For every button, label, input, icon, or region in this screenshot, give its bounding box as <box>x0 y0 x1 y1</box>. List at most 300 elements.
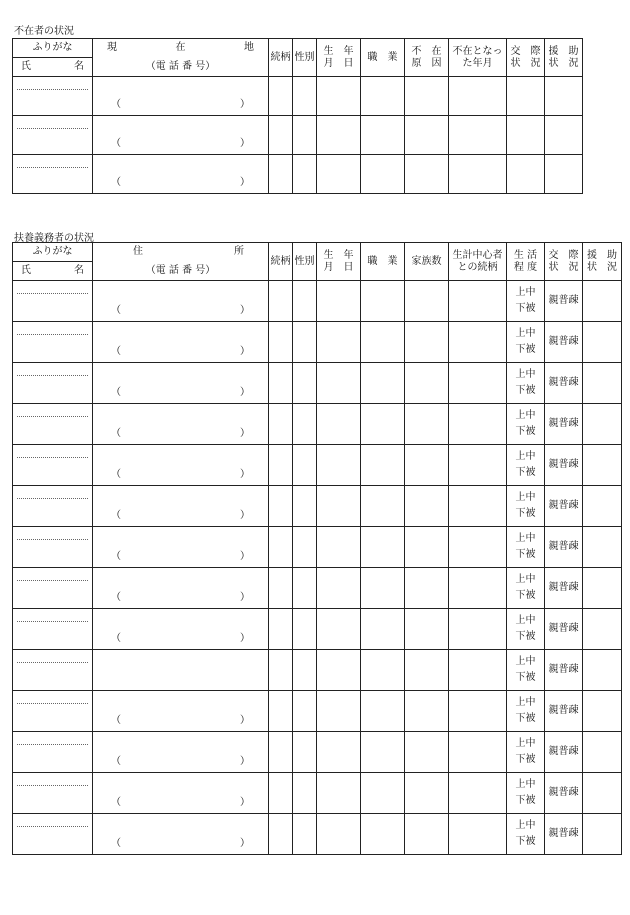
furigana-line <box>17 498 88 499</box>
family-count-field[interactable] <box>405 404 449 445</box>
name-header: 氏 名 <box>13 58 93 77</box>
phone-close-paren: ） <box>240 138 250 149</box>
birth-field[interactable] <box>317 116 361 155</box>
reason-header: 不 在 原 因 <box>405 39 449 77</box>
job-field[interactable] <box>361 281 405 322</box>
since-header: 不在となっ た年月 <box>449 39 507 77</box>
aid-field[interactable] <box>583 732 622 773</box>
gender-field[interactable] <box>293 691 317 732</box>
earner-relation-field[interactable] <box>449 404 507 445</box>
gender-field[interactable] <box>293 609 317 650</box>
furigana-line <box>17 744 88 745</box>
supporter-row <box>13 322 622 363</box>
birth-field[interactable] <box>317 814 361 855</box>
family-count-header: 家族数 <box>405 243 449 281</box>
living-standard-field[interactable] <box>507 609 545 650</box>
gender-field[interactable] <box>293 322 317 363</box>
family-count-field[interactable] <box>405 609 449 650</box>
living-standard-field[interactable] <box>507 527 545 568</box>
earner-relation-field[interactable] <box>449 732 507 773</box>
furigana-line <box>17 662 88 663</box>
contact-options: 親普疎 <box>548 828 579 839</box>
address-header-3: 地 <box>244 42 254 54</box>
earner-relation-field[interactable] <box>449 322 507 363</box>
contact-field[interactable] <box>545 486 583 527</box>
aid-field[interactable] <box>583 322 622 363</box>
living-standard-options-1: 上中 <box>515 574 536 585</box>
address-field[interactable] <box>93 116 269 155</box>
supporter-row <box>13 650 622 691</box>
living-standard-options-1: 上中 <box>515 656 536 667</box>
name-field[interactable] <box>13 445 93 486</box>
aid-field[interactable] <box>583 568 622 609</box>
contact-field[interactable] <box>545 691 583 732</box>
job-field[interactable] <box>361 77 405 116</box>
since-field[interactable] <box>449 116 507 155</box>
relation-field[interactable] <box>269 814 293 855</box>
relation-field[interactable] <box>269 77 293 116</box>
reason-field[interactable] <box>405 116 449 155</box>
birth-field[interactable] <box>317 486 361 527</box>
address-field[interactable] <box>93 650 269 691</box>
phone-close-paren: ） <box>240 387 250 398</box>
relation-field[interactable] <box>269 732 293 773</box>
gender-field[interactable] <box>293 486 317 527</box>
supporter-row <box>13 486 622 527</box>
contact-options: 親普疎 <box>548 541 579 552</box>
living-standard-field[interactable] <box>507 650 545 691</box>
family-count-field[interactable] <box>405 486 449 527</box>
supporter-row <box>13 404 622 445</box>
job-field[interactable] <box>361 155 405 194</box>
phone-parens <box>111 756 250 768</box>
earner-relation-field[interactable] <box>449 609 507 650</box>
address-header <box>93 243 269 262</box>
contact-field[interactable] <box>545 568 583 609</box>
address-field[interactable] <box>93 609 269 650</box>
supporter-row <box>13 691 622 732</box>
phone-parens <box>111 346 250 358</box>
living-standard-field[interactable] <box>507 363 545 404</box>
gender-field[interactable] <box>293 527 317 568</box>
phone-parens <box>111 469 250 481</box>
name-field[interactable] <box>13 527 93 568</box>
gender-field[interactable] <box>293 404 317 445</box>
living-standard-options-1: 上中 <box>515 369 536 380</box>
birth-field[interactable] <box>317 650 361 691</box>
phone-open-paren: （ <box>111 838 121 849</box>
aid-field[interactable] <box>583 814 622 855</box>
name-field[interactable] <box>13 732 93 773</box>
gender-header: 性別 <box>293 243 317 281</box>
birth-header: 生 年 月 日 <box>317 243 361 281</box>
name-field[interactable] <box>13 322 93 363</box>
living-standard-options-2: 下被 <box>515 549 536 560</box>
birth-field[interactable] <box>317 527 361 568</box>
phone-close-paren: ） <box>240 551 250 562</box>
aid-field[interactable] <box>583 404 622 445</box>
gender-field[interactable] <box>293 77 317 116</box>
name-field[interactable] <box>13 281 93 322</box>
living-standard-field[interactable] <box>507 814 545 855</box>
aid-field[interactable] <box>583 609 622 650</box>
phone-close-paren: ） <box>240 633 250 644</box>
living-standard-options-1: 上中 <box>515 533 536 544</box>
job-field[interactable] <box>361 527 405 568</box>
relation-field[interactable] <box>269 363 293 404</box>
phone-open-paren: （ <box>111 469 121 480</box>
relation-field[interactable] <box>269 568 293 609</box>
living-standard-options-2: 下被 <box>515 631 536 642</box>
living-standard-options-1: 上中 <box>515 697 536 708</box>
family-count-field[interactable] <box>405 322 449 363</box>
living-standard-options-1: 上中 <box>515 820 536 831</box>
aid-header: 援 助 状 況 <box>545 39 583 77</box>
living-standard-field[interactable] <box>507 281 545 322</box>
name-field[interactable] <box>13 116 93 155</box>
living-standard-options-1: 上中 <box>515 287 536 298</box>
aid-field[interactable] <box>583 650 622 691</box>
family-count-field[interactable] <box>405 773 449 814</box>
phone-parens <box>111 138 250 150</box>
birth-field[interactable] <box>317 281 361 322</box>
living-standard-options-1: 上中 <box>515 738 536 749</box>
living-standard-options-1: 上中 <box>515 451 536 462</box>
furigana-line <box>17 375 88 376</box>
supporter-row <box>13 732 622 773</box>
phone-parens <box>111 551 250 563</box>
absentee-row <box>13 155 583 194</box>
gender-header: 性別 <box>293 39 317 77</box>
relation-field[interactable] <box>269 404 293 445</box>
phone-close-paren: ） <box>240 510 250 521</box>
address-field[interactable] <box>93 773 269 814</box>
family-count-field[interactable] <box>405 568 449 609</box>
living-standard-field[interactable] <box>507 773 545 814</box>
job-field[interactable] <box>361 732 405 773</box>
aid-field[interactable] <box>583 363 622 404</box>
relation-field[interactable] <box>269 773 293 814</box>
name-field[interactable] <box>13 773 93 814</box>
relation-field[interactable] <box>269 155 293 194</box>
phone-parens <box>111 99 250 111</box>
name-header: 氏 名 <box>13 262 93 281</box>
gender-field[interactable] <box>293 732 317 773</box>
living-standard-options-1: 上中 <box>515 492 536 503</box>
aid-field[interactable] <box>583 691 622 732</box>
aid-field[interactable] <box>583 486 622 527</box>
relation-field[interactable] <box>269 486 293 527</box>
gender-field[interactable] <box>293 814 317 855</box>
address-header <box>93 39 269 58</box>
relation-field[interactable] <box>269 116 293 155</box>
job-field[interactable] <box>361 773 405 814</box>
living-standard-field[interactable] <box>507 404 545 445</box>
address-field[interactable] <box>93 281 269 322</box>
furigana-line <box>17 703 88 704</box>
contact-field[interactable] <box>507 155 545 194</box>
furigana-line <box>17 89 88 90</box>
birth-field[interactable] <box>317 445 361 486</box>
contact-options: 親普疎 <box>548 582 579 593</box>
family-count-field[interactable] <box>405 445 449 486</box>
supporter-row <box>13 363 622 404</box>
aid-field[interactable] <box>583 445 622 486</box>
phone-parens <box>111 838 250 850</box>
contact-field[interactable] <box>507 77 545 116</box>
earner-relation-field[interactable] <box>449 773 507 814</box>
phone-parens <box>111 715 250 727</box>
address-header-2: 所 <box>234 246 244 258</box>
contact-options: 親普疎 <box>548 336 579 347</box>
aid-field[interactable] <box>583 773 622 814</box>
contact-field[interactable] <box>545 773 583 814</box>
contact-field[interactable] <box>545 650 583 691</box>
job-field[interactable] <box>361 363 405 404</box>
earner-relation-header: 生計中心者 との続柄 <box>449 243 507 281</box>
job-header: 職 業 <box>361 39 405 77</box>
earner-relation-field[interactable] <box>449 650 507 691</box>
aid-field[interactable] <box>583 281 622 322</box>
address-field[interactable] <box>93 155 269 194</box>
phone-close-paren: ） <box>240 346 250 357</box>
address-field[interactable] <box>93 322 269 363</box>
living-standard-options-2: 下被 <box>515 467 536 478</box>
relation-field[interactable] <box>269 691 293 732</box>
phone-close-paren: ） <box>240 428 250 439</box>
address-field[interactable] <box>93 404 269 445</box>
phone-open-paren: （ <box>111 633 121 644</box>
aid-header: 援 助 状 況 <box>583 243 622 281</box>
job-field[interactable] <box>361 650 405 691</box>
living-standard-options-2: 下被 <box>515 754 536 765</box>
earner-relation-field[interactable] <box>449 486 507 527</box>
relation-field[interactable] <box>269 527 293 568</box>
family-count-field[interactable] <box>405 650 449 691</box>
birth-field[interactable] <box>317 568 361 609</box>
address-field[interactable] <box>93 77 269 116</box>
address-header-1: 現 <box>107 42 117 54</box>
name-field[interactable] <box>13 363 93 404</box>
phone-parens <box>111 592 250 604</box>
living-standard-options-2: 下被 <box>515 590 536 601</box>
living-standard-field[interactable] <box>507 486 545 527</box>
gender-field[interactable] <box>293 650 317 691</box>
job-field[interactable] <box>361 814 405 855</box>
name-field[interactable] <box>13 404 93 445</box>
living-standard-field[interactable] <box>507 445 545 486</box>
living-standard-options-2: 下被 <box>515 385 536 396</box>
job-field[interactable] <box>361 486 405 527</box>
contact-field[interactable] <box>545 363 583 404</box>
family-count-field[interactable] <box>405 363 449 404</box>
birth-field[interactable] <box>317 155 361 194</box>
birth-field[interactable] <box>317 609 361 650</box>
aid-field[interactable] <box>545 116 583 155</box>
phone-parens <box>111 510 250 522</box>
earner-relation-field[interactable] <box>449 814 507 855</box>
furigana-line <box>17 416 88 417</box>
name-field[interactable] <box>13 568 93 609</box>
furigana-line <box>17 334 88 335</box>
family-count-field[interactable] <box>405 814 449 855</box>
name-field[interactable] <box>13 691 93 732</box>
phone-open-paren: （ <box>111 138 121 149</box>
phone-open-paren: （ <box>111 387 121 398</box>
phone-parens <box>111 633 250 645</box>
furigana-line <box>17 785 88 786</box>
phone-open-paren: （ <box>111 510 121 521</box>
contact-field[interactable] <box>545 404 583 445</box>
earner-relation-field[interactable] <box>449 363 507 404</box>
contact-field[interactable] <box>545 814 583 855</box>
phone-close-paren: ） <box>240 797 250 808</box>
phone-open-paren: （ <box>111 551 121 562</box>
earner-relation-field[interactable] <box>449 568 507 609</box>
family-count-field[interactable] <box>405 527 449 568</box>
job-field[interactable] <box>361 568 405 609</box>
furigana-line <box>17 826 88 827</box>
address-field[interactable] <box>93 691 269 732</box>
address-field[interactable] <box>93 814 269 855</box>
gender-field[interactable] <box>293 116 317 155</box>
address-field[interactable] <box>93 568 269 609</box>
since-field[interactable] <box>449 155 507 194</box>
earner-relation-field[interactable] <box>449 445 507 486</box>
phone-close-paren: ） <box>240 99 250 110</box>
since-field[interactable] <box>449 77 507 116</box>
living-standard-field[interactable] <box>507 732 545 773</box>
aid-field[interactable] <box>545 77 583 116</box>
earner-relation-field[interactable] <box>449 281 507 322</box>
relation-field[interactable] <box>269 281 293 322</box>
birth-field[interactable] <box>317 404 361 445</box>
gender-field[interactable] <box>293 363 317 404</box>
gender-field[interactable] <box>293 568 317 609</box>
relation-field[interactable] <box>269 322 293 363</box>
contact-field[interactable] <box>545 445 583 486</box>
family-count-field[interactable] <box>405 281 449 322</box>
name-field[interactable] <box>13 155 93 194</box>
name-field[interactable] <box>13 486 93 527</box>
absentee-section-title: 不在者の状況 <box>14 26 74 37</box>
contact-field[interactable] <box>545 609 583 650</box>
furigana-line <box>17 457 88 458</box>
furigana-header: ふりがな <box>13 39 93 58</box>
birth-field[interactable] <box>317 363 361 404</box>
earner-relation-field[interactable] <box>449 691 507 732</box>
reason-field[interactable] <box>405 155 449 194</box>
gender-field[interactable] <box>293 773 317 814</box>
living-standard-options-1: 上中 <box>515 779 536 790</box>
living-standard-options-2: 下被 <box>515 713 536 724</box>
relation-field[interactable] <box>269 445 293 486</box>
phone-header: （電 話 番 号） <box>93 262 269 281</box>
aid-field[interactable] <box>545 155 583 194</box>
birth-field[interactable] <box>317 691 361 732</box>
living-standard-options-2: 下被 <box>515 508 536 519</box>
phone-close-paren: ） <box>240 592 250 603</box>
address-field[interactable] <box>93 486 269 527</box>
birth-field[interactable] <box>317 732 361 773</box>
living-standard-field[interactable] <box>507 568 545 609</box>
address-header-2: 在 <box>175 42 186 54</box>
supporter-row <box>13 527 622 568</box>
job-field[interactable] <box>361 116 405 155</box>
contact-field[interactable] <box>507 116 545 155</box>
job-field[interactable] <box>361 445 405 486</box>
earner-relation-field[interactable] <box>449 527 507 568</box>
supporter-row <box>13 568 622 609</box>
reason-field[interactable] <box>405 77 449 116</box>
contact-field[interactable] <box>545 322 583 363</box>
birth-header: 生 年 月 日 <box>317 39 361 77</box>
job-header: 職 業 <box>361 243 405 281</box>
phone-open-paren: （ <box>111 715 121 726</box>
contact-field[interactable] <box>545 281 583 322</box>
contact-options: 親普疎 <box>548 418 579 429</box>
address-field[interactable] <box>93 363 269 404</box>
phone-open-paren: （ <box>111 346 121 357</box>
relation-field[interactable] <box>269 650 293 691</box>
living-standard-field[interactable] <box>507 322 545 363</box>
address-field[interactable] <box>93 445 269 486</box>
living-standard-options-2: 下被 <box>515 303 536 314</box>
family-count-field[interactable] <box>405 691 449 732</box>
furigana-line <box>17 539 88 540</box>
name-field[interactable] <box>13 609 93 650</box>
address-header-1: 住 <box>133 246 143 258</box>
gender-field[interactable] <box>293 281 317 322</box>
contact-field[interactable] <box>545 527 583 568</box>
name-field[interactable] <box>13 77 93 116</box>
furigana-line <box>17 167 88 168</box>
phone-open-paren: （ <box>111 428 121 439</box>
relation-field[interactable] <box>269 609 293 650</box>
furigana-line <box>17 580 88 581</box>
family-count-field[interactable] <box>405 732 449 773</box>
job-field[interactable] <box>361 322 405 363</box>
aid-field[interactable] <box>583 527 622 568</box>
birth-field[interactable] <box>317 322 361 363</box>
job-field[interactable] <box>361 609 405 650</box>
contact-field[interactable] <box>545 732 583 773</box>
name-field[interactable] <box>13 650 93 691</box>
living-standard-options-2: 下被 <box>515 795 536 806</box>
name-field[interactable] <box>13 814 93 855</box>
living-standard-field[interactable] <box>507 691 545 732</box>
phone-parens <box>111 387 250 399</box>
birth-field[interactable] <box>317 77 361 116</box>
birth-field[interactable] <box>317 773 361 814</box>
supporter-row <box>13 814 622 855</box>
gender-field[interactable] <box>293 155 317 194</box>
living-standard-options-2: 下被 <box>515 836 536 847</box>
living-standard-header: 生 活 程 度 <box>507 243 545 281</box>
phone-close-paren: ） <box>240 756 250 767</box>
contact-options: 親普疎 <box>548 705 579 716</box>
job-field[interactable] <box>361 404 405 445</box>
supporter-row <box>13 445 622 486</box>
gender-field[interactable] <box>293 445 317 486</box>
job-field[interactable] <box>361 691 405 732</box>
living-standard-options-1: 上中 <box>515 328 536 339</box>
living-standard-options-2: 下被 <box>515 344 536 355</box>
phone-open-paren: （ <box>111 756 121 767</box>
address-field[interactable] <box>93 732 269 773</box>
address-field[interactable] <box>93 527 269 568</box>
phone-header: （電 話 番 号） <box>93 58 269 77</box>
